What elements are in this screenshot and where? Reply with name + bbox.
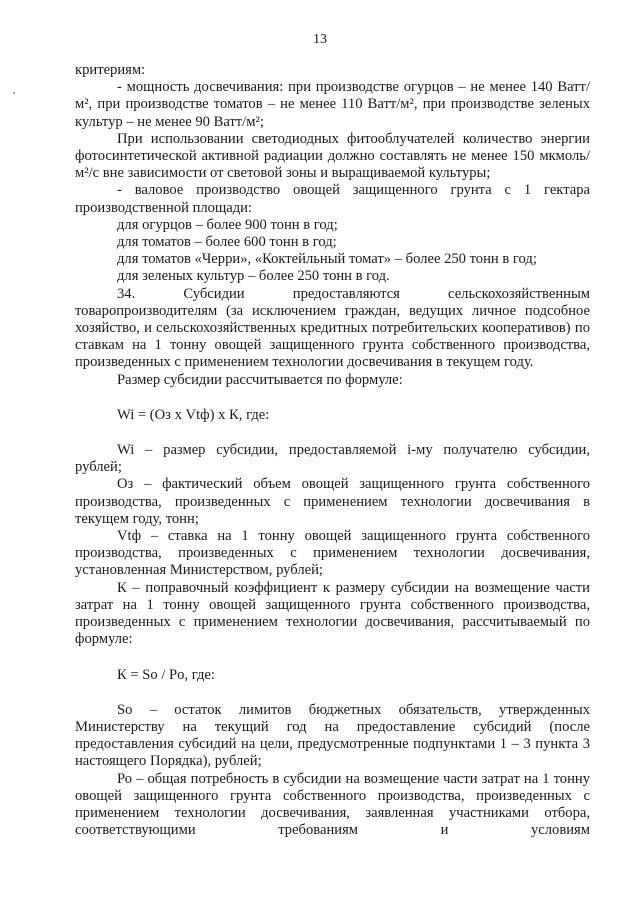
- definition-vtf: Vtф – ставка на 1 тонну овощей защищенного грунта собственного производства, произведенных с применением технологии досвечивания, установленная Министерством, рублей;: [75, 528, 590, 579]
- paragraph-led-energy: При использовании светодиодных фитооблучателей количество энергии фотосинтетической активной радиации должно составлять не менее 150 мкмоль/м²/с вне зависимости от световой зоны и выращиваемой культуры;: [75, 130, 590, 182]
- definition-po: Ро – общая потребность в субсидии на возмещение части затрат на 1 тонну овощей защищенного грунта собственного производства, произведенных с применением технологии досвечивания, заявленная участниками отбора, соответствующими требованиям и условиям: [75, 770, 590, 839]
- formula-wi: Wi = (Оз х Vtф) х К, где:: [117, 406, 270, 423]
- paragraph-gross-production: - валовое производство овощей защищенного грунта с 1 гектара производственной площади:: [75, 182, 590, 216]
- paragraph-criteria-intro: критериям:: [75, 62, 146, 78]
- paragraph-formula-intro: Размер субсидии рассчитывается по формуле:: [117, 371, 403, 388]
- paragraph-lighting-power: - мощность досвечивания: при производстве огурцов – не менее 140 Ватт/м², при производстве томатов – не менее 110 Ватт/м², при производстве зеленых культур – не менее 90 Ватт/м²;: [75, 79, 590, 130]
- list-item-cucumbers: для огурцов – более 900 тонн в год;: [117, 216, 338, 233]
- document-body: [75, 62, 590, 839]
- definition-oz: Оз – фактический объем овощей защищенного грунта собственного производства, произведенных с применением технологии досвечивания в текущем году, тонн;: [75, 476, 590, 527]
- formula-k: К = So / Po, где:: [117, 666, 215, 683]
- definition-wi: Wi – размер субсидии, предоставляемой i-му получателю субсидии, рублей;: [75, 442, 590, 476]
- scan-speck: [13, 92, 15, 94]
- list-item-greens: для зеленых культур – более 250 тонн в год.: [117, 268, 390, 285]
- paragraph-item-34: 34. Субсидии предоставляются сельскохозяйственным товаропроизводителям (за исключением граждан, ведущих личное подсобное хозяйство, и сельскохозяйственных кредитных потребительских кооперативов) по ставкам на 1 тонну овощей защищенного грунта собственного производства, произведенных с применением технологии досвечивания в текущем году.: [75, 285, 590, 371]
- list-item-tomatoes: для томатов – более 600 тонн в год;: [117, 234, 337, 251]
- definition-so: So – остаток лимитов бюджетных обязательств, утвержденных Министерству на текущий год на предоставление субсидий (после предоставления субсидий на цели, предусмотренные подпунктами 1 – 3 пункта 3 настоящего Порядка), рублей;: [75, 701, 590, 770]
- page-number: 13: [313, 32, 327, 47]
- definition-k: К – поправочный коэффициент к размеру субсидии на возмещение части затрат на 1 тонну овощей защищенного грунта собственного производства, произведенных с применением технологии досвечивания, рассчитываемый по формуле:: [75, 579, 590, 648]
- list-item-cherry-tomatoes: для томатов «Черри», «Коктейльный томат» – более 250 тонн в год;: [117, 251, 537, 268]
